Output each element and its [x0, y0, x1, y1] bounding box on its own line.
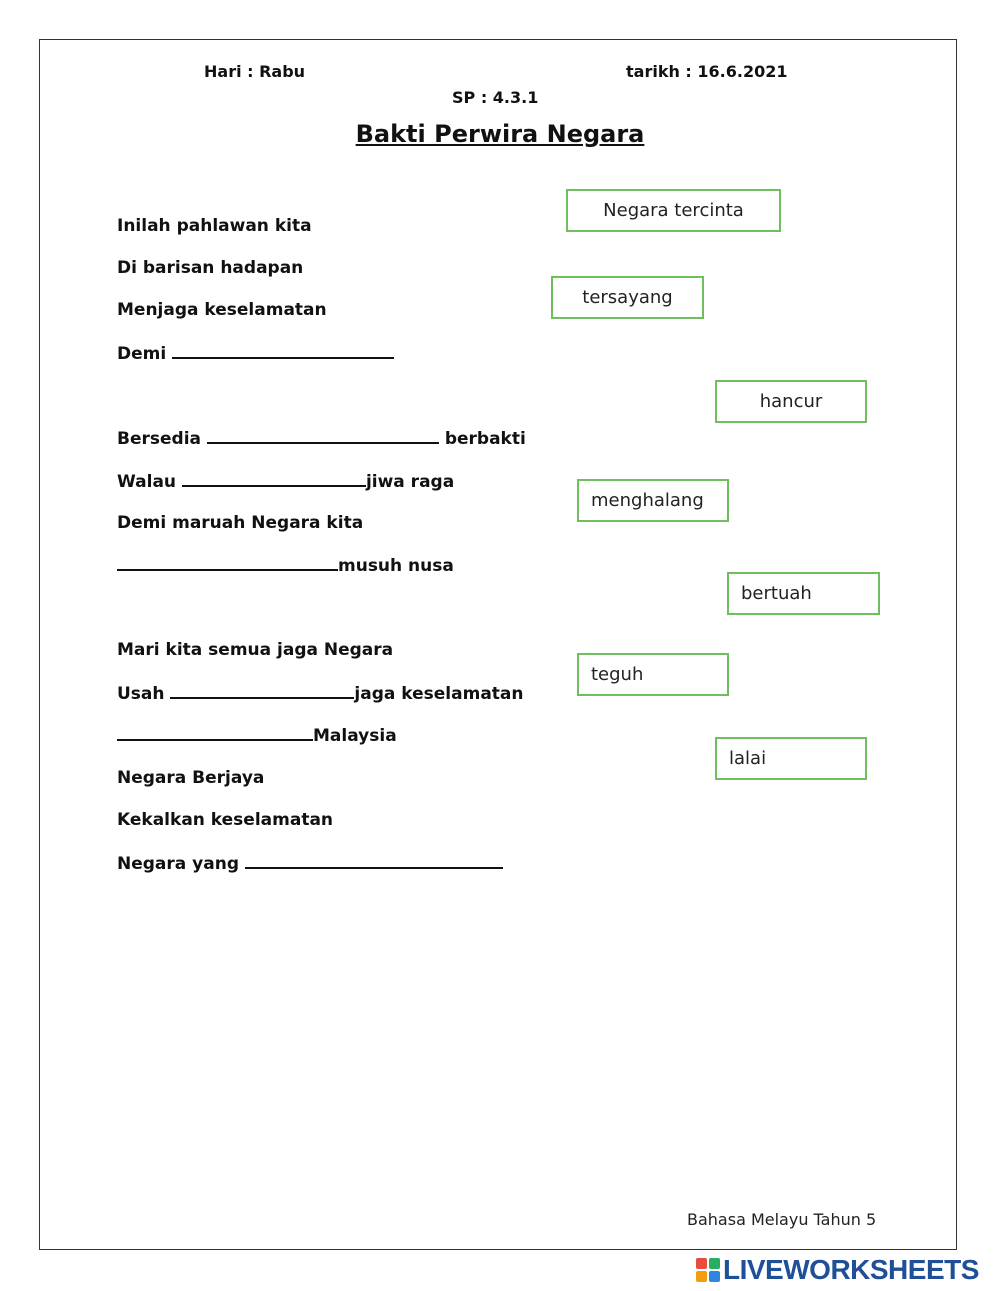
poem-line: Usah jaga keselamatan: [117, 684, 524, 704]
poem-line: Kekalkan keselamatan: [117, 810, 334, 830]
poem-line: musuh nusa: [117, 555, 454, 576]
answer-blank-7[interactable]: [245, 853, 503, 869]
poem-line: Demi maruah Negara kita: [117, 513, 364, 533]
word-option-teguh[interactable]: teguh: [577, 653, 729, 696]
word-option-lalai[interactable]: lalai: [715, 737, 867, 780]
brand-logo[interactable]: [696, 1254, 979, 1286]
day-label: Hari : Rabu: [204, 62, 306, 81]
word-option-bertuah[interactable]: bertuah: [727, 572, 880, 615]
poem-line: Malaysia: [117, 725, 397, 746]
poem-line: Di barisan hadapan: [117, 258, 304, 278]
date-label: tarikh : 16.6.2021: [626, 62, 788, 81]
poem-line: Walau jiwa raga: [117, 472, 455, 492]
answer-blank-5[interactable]: [170, 683, 354, 699]
answer-blank-6[interactable]: [117, 725, 313, 741]
sp-label: SP : 4.3.1: [452, 88, 539, 107]
poem-line: Negara Berjaya: [117, 768, 265, 788]
word-option-menghalang[interactable]: menghalang: [577, 479, 729, 522]
answer-blank-4[interactable]: [117, 555, 338, 571]
word-option-tersayang[interactable]: tersayang: [551, 276, 704, 319]
poem-line: Menjaga keselamatan: [117, 300, 327, 320]
page-title: Bakti Perwira Negara: [355, 120, 645, 148]
word-option-negara-tercinta[interactable]: Negara tercinta: [566, 189, 781, 232]
poem-line: Mari kita semua jaga Negara: [117, 640, 394, 660]
answer-blank-3[interactable]: [182, 471, 366, 487]
poem-line: Inilah pahlawan kita: [117, 216, 312, 236]
word-option-hancur[interactable]: hancur: [715, 380, 867, 423]
answer-blank-2[interactable]: [207, 428, 439, 444]
answer-blank-1[interactable]: [172, 343, 394, 359]
poem-line: Bersedia berbakti: [117, 429, 526, 449]
poem-line: Negara yang: [117, 853, 503, 874]
liveworksheets-icon: [696, 1258, 720, 1282]
poem-line: Demi: [117, 343, 394, 364]
subject-note: Bahasa Melayu Tahun 5: [687, 1210, 877, 1229]
brand-name: LIVEWORKSHEETS: [723, 1254, 979, 1285]
